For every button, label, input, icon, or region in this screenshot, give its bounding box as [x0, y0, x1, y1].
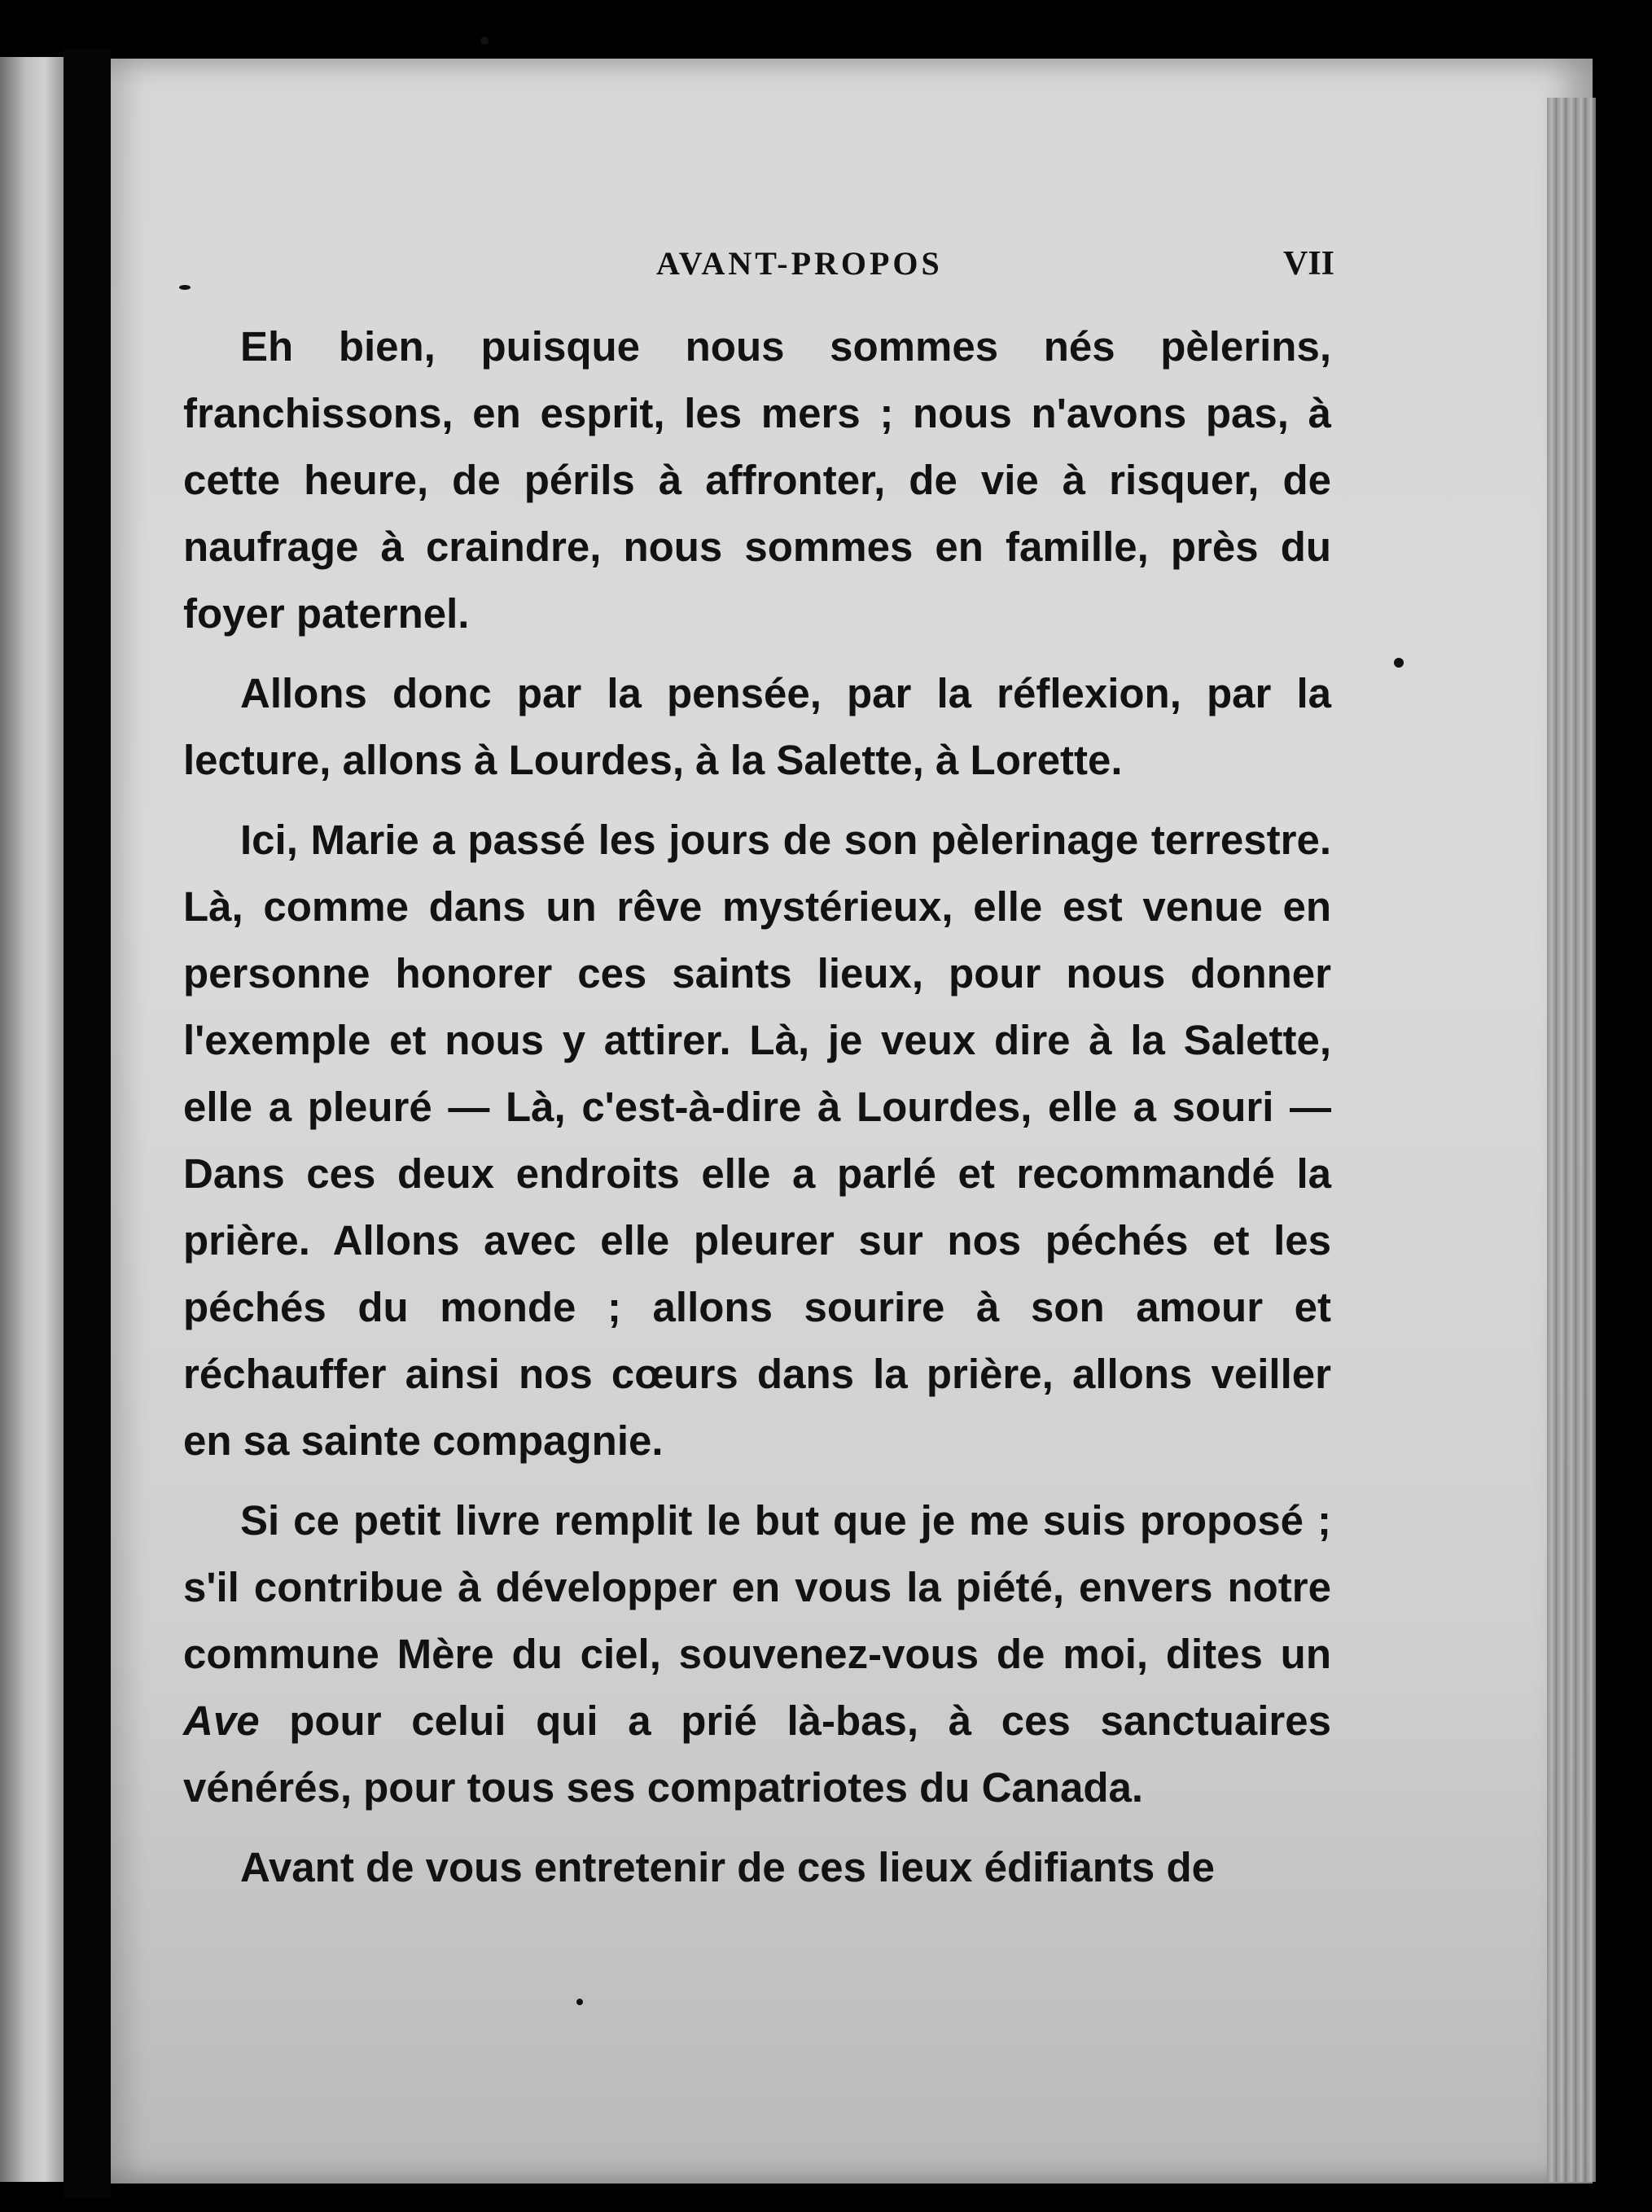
scan-speck	[1394, 658, 1404, 668]
scan-speck	[179, 285, 191, 290]
paragraph-4-text-before: Si ce petit livre remplit le but que je me suis proposé ; s'il contribue à développer en vous la piété, envers notre commune Mère du ciel, souvenez-vous de moi, dites un	[183, 1497, 1331, 1677]
scan-speck	[576, 1999, 583, 2005]
paragraph-5: Avant de vous entretenir de ces lieux édifiants de	[240, 1844, 1215, 1890]
body-text	[183, 313, 1331, 1901]
paragraph-2: Allons donc par la pensée, par la réflexion, par la lecture, allons à Lourdes, à la Salette, à Lorette.	[183, 670, 1331, 783]
paragraph-4-text-after: pour celui qui a prié là-bas, à ces sanctuaires vénérés, pour tous ses compatriotes du Canada.	[183, 1697, 1331, 1811]
page-stack-edge	[1547, 98, 1596, 2182]
scan-speck	[480, 37, 489, 45]
paragraph-1: Eh bien, puisque nous sommes nés pèlerins, franchissons, en esprit, les mers ; nous n'avons pas, à cette heure, de périls à affronter, de vie à risquer, de naufrage à craindre, nous sommes en famille, près du foyer paternel.	[183, 323, 1331, 637]
running-head	[111, 244, 1593, 293]
paragraph-4	[183, 1487, 1331, 1821]
paragraph-3: Ici, Marie a passé les jours de son pèlerinage terrestre. Là, comme dans un rêve mystérieux, elle est venue en personne honorer ces saints lieux, pour nous donner l'exemple et nous y attirer. Là, je veux dire à la Salette, elle a pleuré — Là, c'est-à-dire à Lourdes, elle a souri — Dans ces deux endroits elle a parlé et recommandé la prière. Allons avec elle pleurer sur nos péchés et les péchés du monde ; allons sourire à son amour et réchauffer ainsi nos cœurs dans la prière, allons veiller en sa sainte compagnie.	[183, 817, 1331, 1464]
left-page-edge	[0, 57, 64, 2182]
book-spine-gutter	[64, 49, 111, 2198]
page-number: VII	[1283, 245, 1335, 283]
paragraph-4-italic-ave: Ave	[183, 1697, 260, 1744]
running-title: AVANT-PROPOS	[656, 245, 943, 282]
